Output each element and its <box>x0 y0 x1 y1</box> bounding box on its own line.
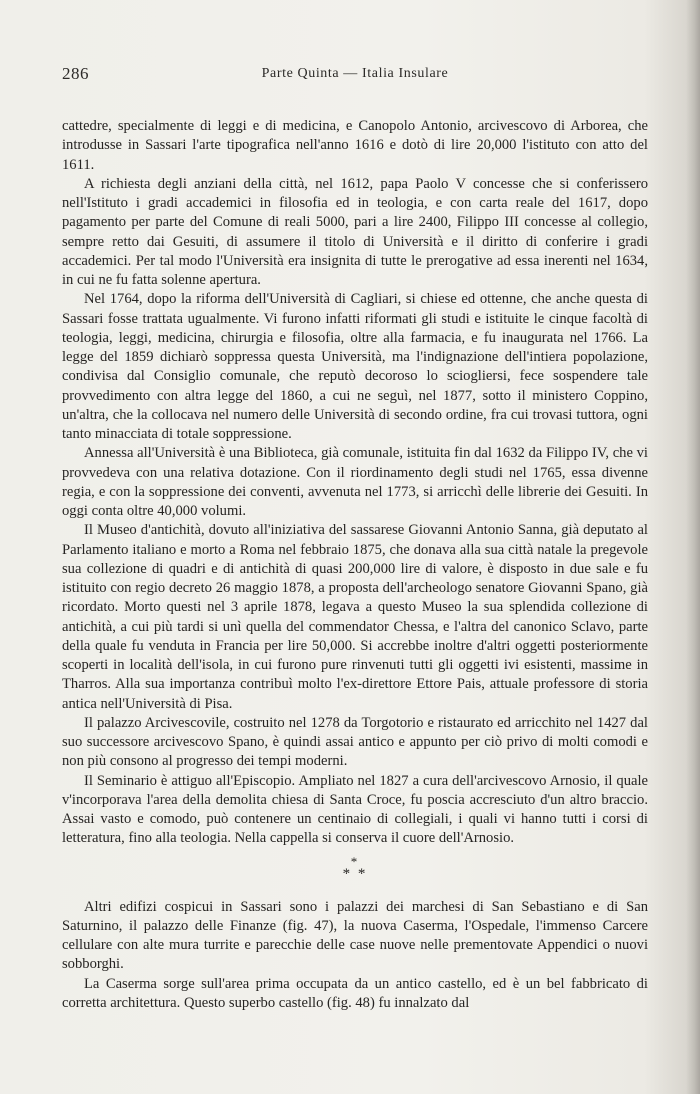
paragraph: Altri edifizi cospicui in Sassari sono i palazzi dei marchesi di San Sebastiano e di San Saturnino, il palazzo delle Finanze (fig. 47), la nuova Caserma, l'Ospedale, l'immenso Carcere cellulare con alte mura turrite e parecchie delle case nuove nelle prementovate Appendici o nuovi sobborghi. <box>62 898 648 973</box>
page-edge-shadow <box>686 0 700 1094</box>
section-asterism <box>62 853 648 882</box>
asterism-bottom: * * <box>342 865 368 882</box>
page-number: 286 <box>62 64 89 83</box>
paragraph: Il Seminario è attiguo all'Episcopio. Ampliato nel 1827 a cura dell'arcivescovo Arnosio, il quale v'incorporava l'area della demolita chiesa di Santa Croce, fu poscia accresciuto d'un altro braccio. Assai vasto e comodo, può contenere un centinaio di collegiali, i quali vi hanno tutti i corsi di letteratura, fino alla teologia. Nella cappella si conserva il cuore dell'Arnosio. <box>62 772 648 847</box>
paragraph: Il palazzo Arcivescovile, costruito nel 1278 da Torgotorio e ristaurato ed arricchito nel 1427 dal suo successore arcivescovo Spano, è quindi assai antico e appunto per ciò privo di molti comodi e non più consono al progresso dei tempi moderni. <box>62 714 648 770</box>
paragraph: La Caserma sorge sull'area prima occupata da un antico castello, ed è un bel fabbricato di corretta architettura. Questo superbo castello (fig. 48) fu innalzato dal <box>62 975 648 1011</box>
paragraph: Il Museo d'antichità, dovuto all'iniziativa del sassarese Giovanni Antonio Sanna, già deputato al Parlamento italiano e morto a Roma nel febbraio 1875, che donava alla sua città natale la pregevole sua collezione di quadri e di antichità di quasi 200,000 lire di valore, è disposto in due sale e fu istituito con regio decreto 26 maggio 1878, a proposta dell'archeologo senatore Giovanni Spano, già ricordato. Morto questi nel 3 aprile 1878, legava a questo Museo la sua splendida collezione di antichità, a cui più tardi si unì quella del commendator Chessa, e l'altra del canonico Sclavo, parte della quale fu venduta in Francia per lire 50,000. Si accrebbe inoltre d'altri oggetti posteriormente scoperti in località dell'isola, in cui furono pure rinvenuti tutti gli oggetti ivi esistenti, massime in Tharros. Alla sua importanza contribuì molto l'ex-direttore Ettore Pais, attuale professore di storia antica nell'Università di Pisa. <box>62 522 648 712</box>
paragraph: Annessa all'Università è una Biblioteca, già comunale, istituita fin dal 1632 da Filippo IV, che vi provvedeva con una relativa dotazione. Con il riordinamento degli studi nel 1765, essa divenne regia, e con la soppressione dei conventi, avvenuta nel 1773, si arricchì delle librerie dei Gesuiti. In oggi conta oltre 40,000 volumi. <box>62 445 648 519</box>
running-head: Parte Quinta — Italia Insulare <box>261 66 449 81</box>
paragraph: Nel 1764, dopo la riforma dell'Università di Cagliari, si chiese ed ottenne, che anche questa di Sassari fosse trattata ugualmente. Vi furono infatti riformati gli studi e istituite le cinque facoltà di teologia, leggi, medicina, chirurgia e filosofia, oltre alla farmacia, e fu inaugurata nel 1766. La legge del 1859 dichiarò soppressa questa Università, ma l'indignazione dell'intiera popolazione, condivisa dal Consiglio comunale, che reputò decoroso lo sciogliersi, fece sospendere tale provvedimento con altra legge del 1860, a cui ne seguì, nel 1877, sotto il ministero Coppino, un'altra, che la collocava nel numero delle Università di secondo ordine, fra cui trovasi tuttora, ogni tanto minacciata di totale soppressione. <box>62 291 648 442</box>
paragraph: A richiesta degli anziani della città, nel 1612, papa Paolo V concesse che si conferissero nell'Istituto i gradi accademici in filosofia ed in teologia, e con carta reale del 1617, dopo pagamento per parte del Comune di reali 5000, pari a lire 2400, Filippo III concesse al collegio, sempre retto dai Gesuiti, di assumere il titolo di Università e il diritto di conferire i gradi accademici. Per tal modo l'Università era insignita di tutte le prerogative ad essa inerenti nel 1634, in cui ne fu fatta solenne apertura. <box>62 175 648 288</box>
page-header <box>62 64 648 86</box>
body-text <box>62 117 648 1013</box>
paragraph: cattedre, specialmente di leggi e di medicina, e Canopolo Antonio, arcivescovo di Arborea, che introdusse in Sassari l'arte tipografica nell'anno 1616 e dotò di lire 20,000 l'istituto con atto del 1611. <box>62 118 648 173</box>
asterism-top: * <box>350 853 360 869</box>
